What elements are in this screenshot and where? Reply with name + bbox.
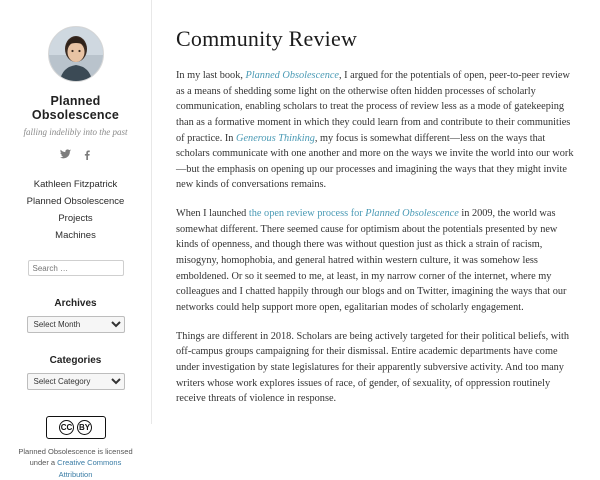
content-link[interactable] (246, 70, 340, 81)
social-links (10, 149, 141, 160)
sidebar-item-label: Projects (58, 213, 93, 224)
archives-select[interactable] (27, 316, 125, 333)
search-input[interactable] (28, 260, 124, 276)
license-text-before: Planned Obsolescence is licensed under a (18, 447, 133, 468)
sidebar-item-machines[interactable] (10, 227, 141, 244)
paragraph: When I launched the open review process for Planned Obsolescence in 2009, the world was somewhat different. There seemed cause for optimism about the potentials presented by new kinds of openness, and though there was without question just as thick a strain of racism, misogyny, homophobia, and general hatred within western culture, it was somehow less emboldened. Or so it seemed to me, at least, in my narrow corner of the internet, where my colleagues and I chatted happily through our blogs and on Twitter, imagining the ways that our networks could help support more open, egalitarian modes of scholarly engagement. (176, 208, 567, 313)
sidebar-item-label: Planned Obsolescence (26, 196, 125, 207)
cc-by-mark: BY (77, 420, 92, 435)
sidebar (0, 0, 152, 479)
content-link[interactable]: the open review process for (248, 208, 366, 220)
site-tagline: falling indelibly into the past (23, 127, 128, 137)
italic-text: Planned Obsolescence (245, 70, 339, 81)
avatar (48, 26, 104, 82)
avatar-wrap (10, 26, 141, 82)
entry-content (176, 68, 576, 407)
paragraph: In my last book, Planned Obsolescence, I argued for the potentials of open, peer-to-peer review as a means of shedding some light on the otherwise often hidden processes of scholarly communication, enabling scholars to treat the process of review less as a mode of gatekeeping than as a formative moment in which they could learn from and contribute to their communities of practice. In Generous Thinking, my focus is somewhat different—less on the ways that scholars communicate with one another and more on the ways we invite the world into our work—but the emphasis on opening up our processes and imagining the ways that they might invite new kinds of conversations remains. (176, 70, 574, 191)
site-title[interactable]: Planned Obsolescence (31, 94, 120, 122)
license-link[interactable]: Creative Commons Attribution (57, 458, 122, 479)
categories-title: Categories (49, 355, 102, 366)
search-box (10, 260, 141, 276)
sidebar-item-planned-obsolescence[interactable] (10, 193, 141, 210)
license-block (10, 416, 141, 480)
main-content (152, 0, 600, 424)
categories-select[interactable] (27, 373, 125, 390)
sidebar-item-kathleen-fitzpatrick[interactable] (10, 176, 141, 193)
categories-select-wrap (10, 373, 141, 390)
sidebar-item-label: Kathleen Fitzpatrick (33, 179, 118, 190)
sidebar-item-projects[interactable] (10, 210, 141, 227)
sidebar-item-label: Machines (55, 230, 96, 241)
sidebar-nav (10, 176, 141, 244)
content-link[interactable] (236, 133, 315, 144)
archives-select-wrap (10, 316, 141, 333)
archives-title: Archives (54, 298, 97, 309)
creative-commons-badge-icon[interactable] (46, 416, 106, 439)
license-text (10, 446, 141, 480)
avatar-image (49, 27, 103, 81)
page-title: Community Review (176, 26, 358, 51)
twitter-icon[interactable] (60, 149, 71, 160)
content-link[interactable] (365, 208, 459, 219)
paragraph: Things are different in 2018. Scholars are being actively targeted for their political beliefs, with off-campus groups campaigning for their dismissal. Entire academic departments have come under investigation by state legislatures for their apparently subversive activity. And too many writers whose work explores issues of race, of gender, of sexuality, of oppression routinely receive threats of violence in response. (176, 330, 570, 405)
italic-text: Generous Thinking (236, 132, 315, 144)
cc-mark: CC (59, 420, 74, 435)
facebook-icon[interactable] (81, 149, 92, 160)
italic-text: Planned Obsolescence (365, 208, 459, 220)
